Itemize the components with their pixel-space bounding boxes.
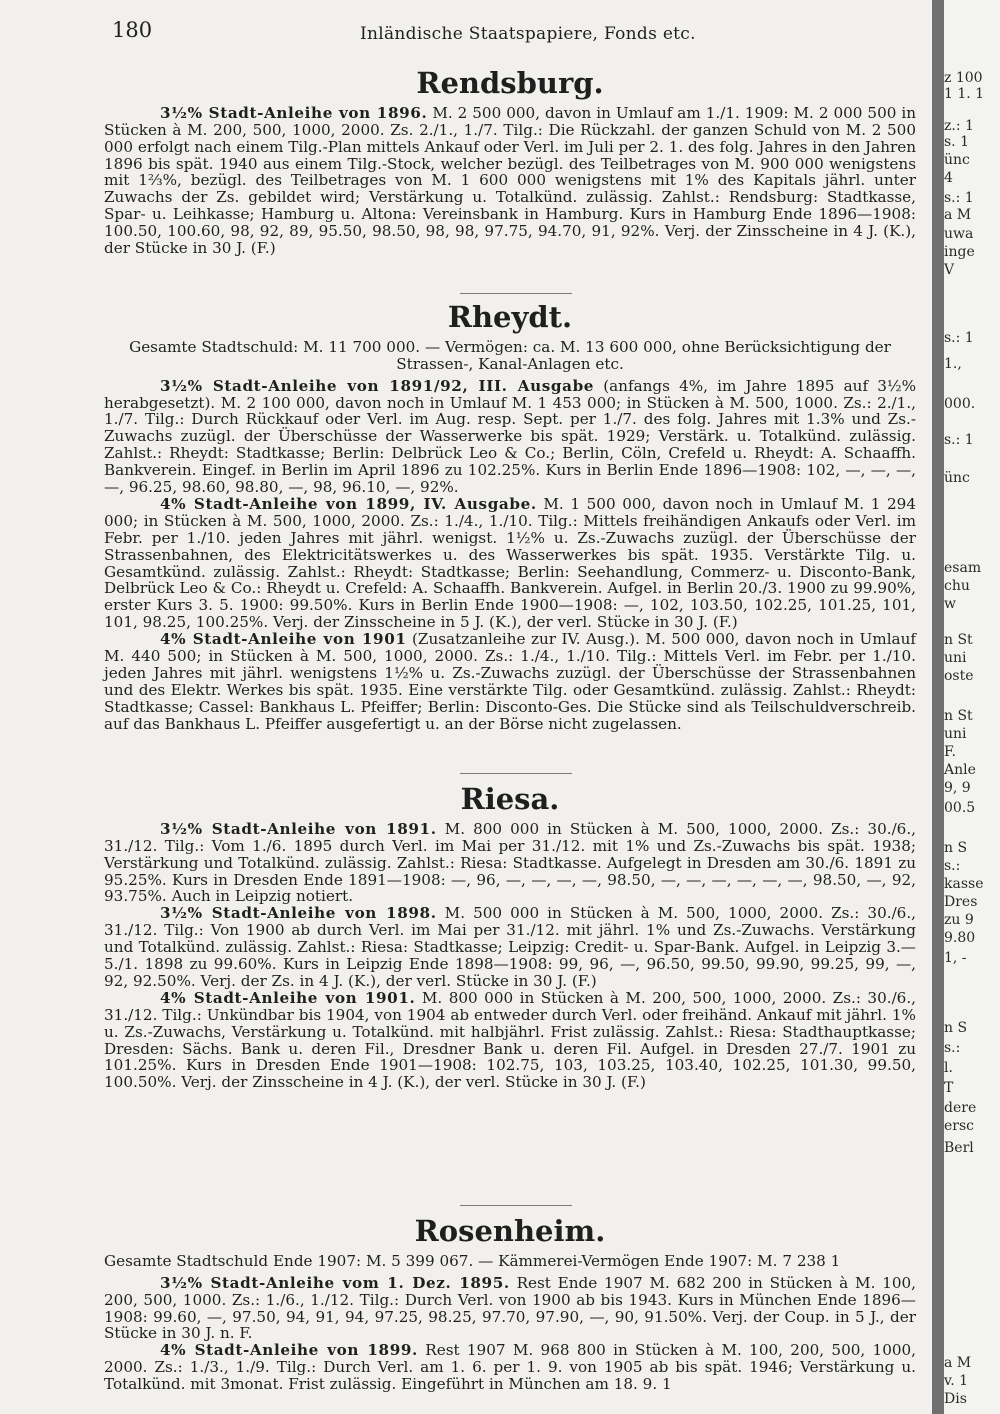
bond-title: 4% Stadt-Anleihe von 1901. [160,988,416,1007]
bond-text: (anfangs 4%, im Jahre 1895 auf 3½% herabgesetzt). M. 2 100 000, davon noch in Umlauf M. 1 453 000; in Stücken à M. 500, 1000. Zs.: 2./1., 1./7. Tilg.: Durch Rückkauf oder Verl. im Aug. resp. Sept. per 1./7. des folg. Jahres mit 1.3% und Zs.-Zuwachs zuzügl. der Überschüsse der Wasserwerke bis spät. 1929; Verstärk. u. Totalkünd. zulässig. Zahlst.: Rheydt: Stadtkasse; Berlin: Delbrück Leo & Co.; Berlin, Cöln, Crefeld u. Rheydt: A. Schaaffh. Bankverein. Eingef. in Berlin im April 1896 zu 102.25%. Kurs in Berlin Ende 1896—1908: 102, —, —, —, —, 96.25, 98.60, 98.80, —, 98, 96.10, —, 92%. [104,376,917,497]
adjacent-page-fragment: 1, - [944,950,967,966]
adjacent-page-fragment: Berl [944,1140,974,1156]
section-title: Rosenheim. [414,1214,606,1248]
adjacent-page-fragment: n St [944,708,973,724]
section-divider [460,293,572,294]
adjacent-page-fragment: ünc [944,152,970,168]
adjacent-page-fragment: V [944,262,955,278]
bond-text: M. 800 000 in Stücken à M. 500, 1000, 2000. Zs.: 30./6., 31./12. Tilg.: Vom 1./6. 1895 durch Verl. im Mai per 31./12. mit 1% und Zs.-Zuwachs bis spät. 1938; Verstärkung und Totalkünd. zulässig. Zahlst.: Riesa: Stadtkasse. Aufgelegt in Dresden am 30./6. 1891 zu 95.25%. Kurs in Dresden Ende 1891—1908: —, 96, —, —, —, —, 98.50, —, —, —, —, —, —, 98.50, —, 92, 93.75%. Auch in Leipzig notiert. [104,819,917,906]
adjacent-page-fragment: uni [944,726,967,742]
adjacent-page-fragment: F. [944,744,956,760]
bond-text: M. 1 500 000, davon noch in Umlauf M. 1 294 000; in Stücken à M. 500, 1000, 2000. Zs.: 1./4., 1./10. Tilg.: Mittels freihändigen Ankaufs oder Verl. im Febr. per 1./10. jeden Jahres mit jährl. wenigst. 1½% u. Zs.-Zuwachs zuzügl. der Überschüsse der Strassenbahnen, des Elektricitätswerkes u. des Wasserwerkes bis spät. 1935. Verstärkte Tilg. u. Gesamtkünd. zulässig. Zahlst.: Rheydt: Stadtkasse; Berlin: Seehandlung, Commerz- u. Disconto-Bank, Delbrück Leo & Co.: Rheydt u. Crefeld: A. Schaaffh. Bankverein. Aufgel. in Berlin 20./3. 1900 zu 99.90%, erster Kurs 3. 5. 1900: 99.50%. Kurs in Berlin Ende 1900—1908: —, 102, 103.50, 102.25, 101.25, 101, 101, 98.25, 100.25%. Verj. der Zinsscheine in 5 J. (K.), der verl. Stücke in 30 J. (F.) [104,494,917,632]
bond-title: 4% Stadt-Anleihe von 1901 [160,630,407,649]
section-rendsburg [104,66,916,257]
bond-entry [104,496,916,631]
adjacent-page-fragment: s.: 1 [944,190,974,206]
adjacent-page-fragment: s. 1 [944,134,969,150]
adjacent-page-fragment: dere [944,1100,977,1116]
adjacent-page-fragment: 1., [944,356,962,372]
adjacent-page-fragment: uni [944,650,967,666]
adjacent-page-fragment: n St [944,632,973,648]
section-intro: Gesamte Stadtschuld: M. 11 700 000. — Vermögen: ca. M. 13 600 000, ohne Berücksichtigung der Strassen-, Kanal-Anlagen etc. [129,337,891,373]
section-intro: Gesamte Stadtschuld Ende 1907: M. 5 399 067. — Kämmerei-Vermögen Ende 1907: M. 7 238 1 [104,1251,841,1270]
adjacent-page-fragment: T [944,1080,954,1096]
adjacent-page-fragment: ersc [944,1118,975,1134]
bond-entry [104,1275,916,1343]
section-rheydt [104,300,916,733]
adjacent-page-fragment: s.: 1 [944,330,974,346]
bond-title: 4% Stadt-Anleihe von 1899. [160,1341,418,1360]
adjacent-page-fragment: n S [944,1020,968,1036]
adjacent-page-fragment: z.: 1 [944,118,974,134]
adjacent-page-fragment: n S [944,840,968,856]
bond-text: M. 500 000 in Stücken à M. 500, 1000, 2000. Zs.: 30./6., 31./12. Tilg.: Von 1900 ab durch Verl. im Mai per 31./12. mit jährl. 1% und Zs.-Zuwachs. Verstärkung und Totalkünd. zulässig. Zahlst.: Riesa: Stadtkasse; Leipzig: Credit- u. Spar-Bank. Aufgel. in Leipzig 3.—5./1. 1898 zu 99.60%. Kurs in Leipzig Ende 1898—1908: 99, 96, —, 96.50, 99.50, 99.90, 99.25, 99, —, 92, 92.50%. Verj. der Zs. in 4 J. (K.), der verl. Stücke in 30 J. (F.) [104,904,917,990]
adjacent-page-fragment: l. [944,1060,953,1076]
adjacent-page-fragment: v. 1 [944,1373,969,1389]
bond-text: M. 800 000 in Stücken à M. 200, 500, 1000, 2000. Zs.: 30./6., 31./12. Tilg.: Unkündbar bis 1904, von 1904 ab entweder durch Verl. oder freihänd. Ankauf mit jährl. 1% u. Zs.-Zuwachs, Verstärkung u. Totalkünd. mit halbjährl. Frist zulässig. Zahlst.: Riesa: Stadthauptkasse; Dresden: Sächs. Bank u. deren Fil., Dresdner Bank u. deren Fil. Aufgel. in Dresden 27./7. 1901 zu 101.25%. Kurs in Dresden Ende 1901—1908: 102.75, 103, 103.25, 103.40, 102.25, 101.30, 99.50, 100.50%. Verj. der Zinsscheine in 4 J. (K.), der verl. Stücke in 30 J. (F.) [104,988,917,1092]
bond-title: 4% Stadt-Anleihe von 1899, IV. Ausgabe. [160,494,537,513]
bond-title: 3½% Stadt-Anleihe vom 1. Dez. 1895. [160,1273,510,1292]
bond-entry [104,631,916,732]
adjacent-page-fragment: s.: 1 [944,432,974,448]
adjacent-page-fragment: kasse [944,876,984,892]
adjacent-page-fragment: uwa [944,226,974,242]
section-title: Rheydt. [447,300,573,334]
page-number: 180 [112,18,153,42]
adjacent-page-fragment: Dres [944,894,978,910]
adjacent-page-fragment: chu [944,578,970,594]
section-rosenheim [104,1214,916,1393]
adjacent-page-fragment: z 100 [944,70,983,86]
adjacent-page-fragment: 9, 9 [944,780,971,796]
adjacent-page-fragment: zu 9 [944,912,974,928]
bond-entry [104,821,916,906]
bond-title: 3½% Stadt-Anleihe von 1898. [160,904,437,923]
bond-title: 3½% Stadt-Anleihe von 1891. [160,819,437,838]
bond-text: (Zusatzanleihe zur IV. Ausg.). M. 500 000, davon noch in Umlauf M. 440 500; in Stücken à M. 500, 1000, 2000. Zs.: 1./4., 1./10. Tilg.: Mittels Verl. im Febr. per 1./10. jeden Jahres mit jährl. wenigstens 1½% u. Zs.-Zuwachs zuzügl. der Überschüsse der Strassenbahnen und des Elektr. Werkes bis spät. 1935. Eine verstärkte Tilg. oder Gesamtkünd. zulässig. Zahlst.: Rheydt: Stadtkasse; Cassel: Bankhaus L. Pfeiffer; Berlin: Disconto-Ges. Die Stücke sind als Teilschuldverschreib. auf das Bankhaus L. Pfeiffer ausgefertigt u. an der Börse nicht zugelassen. [104,630,917,733]
adjacent-page-fragment: esam [944,560,982,576]
bond-text: Rest 1907 M. 968 800 in Stücken à M. 100, 200, 500, 1000, 2000. Zs.: 1./3., 1./9. Tilg.: Durch Verl. am 1. 6. per 1. 9. von 1905 ab bis spät. 1946; Verstärkung u. Totalkünd. mit 3monat. Frist zulässig. Eingeführt in München am 18. 9. 1 [104,1341,917,1394]
adjacent-page-fragment: a M [944,1355,972,1371]
section-title: Riesa. [460,782,560,816]
adjacent-page-fragment: Anle [944,762,976,778]
adjacent-page-fragment: s.: [944,1040,961,1056]
bond-title: 3½% Stadt-Anleihe von 1891/92, III. Ausgabe [160,376,595,395]
bond-entry [104,105,916,257]
bond-entry [104,378,916,496]
adjacent-page-fragment: inge [944,244,975,260]
section-divider [460,773,572,774]
adjacent-page-strip [944,0,1000,1414]
bond-entry [104,905,916,990]
adjacent-page-fragment: Dis [944,1391,967,1407]
adjacent-page-fragment: 9.80 [944,930,976,946]
section-riesa [104,782,916,1091]
bond-title: 3½% Stadt-Anleihe von 1896. [160,103,428,122]
adjacent-page-fragment: 00.5 [944,800,976,816]
adjacent-page-fragment: s.: [944,858,961,874]
adjacent-page-fragment: w [944,596,956,612]
adjacent-page-fragment: ünc [944,470,970,486]
adjacent-page-fragment: 1 1. 1 [944,86,985,102]
bond-entry [104,1342,916,1393]
section-divider [460,1205,572,1206]
bond-text: M. 2 500 000, davon in Umlauf am 1./1. 1909: M. 2 000 500 in Stücken à M. 200, 500, 1000, 2000. Zs. 2./1., 1./7. Tilg.: Die Rückzahl. der ganzen Schuld von M. 2 500 000 erfolgt nach einem Tilg.-Plan mittels Ankauf oder Verl. im Juli per 2. 1. des folg. Jahres in den Jahren 1896 bis spät. 1940 aus einem Tilg.-Stock, welcher bezügl. des Teilbetrages von M. 900 000 wenigstens mit 1⅔%, bezügl. des Teilbetrages von M. 1 600 000 wenigstens mit 1% des Kapitals jährl. unter Zuwachs der Zs. gebildet wird; Verstärkung u. Totalkünd. zulässig. Zahlst.: Rendsburg: Stadtkasse, Spar- u. Leihkasse; Hamburg u. Altona: Vereinsbank in Hamburg. Kurs in Hamburg Ende 1896—1908: 100.50, 100.60, 98, 92, 89, 95.50, 98.50, 98, 98, 97.75, 94.70, 91, 92%. Verj. der Zinsscheine in 4 J. (K.), der Stücke in 30 J. (F.) [104,103,916,258]
running-title: Inländische Staatspapiere, Fonds etc. [360,24,696,44]
book-gutter [932,0,944,1414]
adjacent-page-fragment: a M [944,207,972,223]
bond-text: Rest Ende 1907 M. 682 200 in Stücken à M. 100, 200, 500, 1000. Zs.: 1./6., 1./12. Tilg.: Durch Verl. von 1900 ab bis 1943. Kurs in München Ende 1896—1908: 99.60, —, 97.50, 94, 91, 94, 97.25, 98.25, 97.70, 97.90, —, 90, 91.50%. Verj. der Coup. in 5 J., der Stücke in 30 J. n. F. [104,1273,917,1343]
adjacent-page-fragment: oste [944,668,974,684]
adjacent-page-fragment: 4 [944,170,953,186]
bond-entry [104,990,916,1091]
adjacent-page-fragment: 000. [944,396,976,412]
section-title: Rendsburg. [416,66,604,100]
